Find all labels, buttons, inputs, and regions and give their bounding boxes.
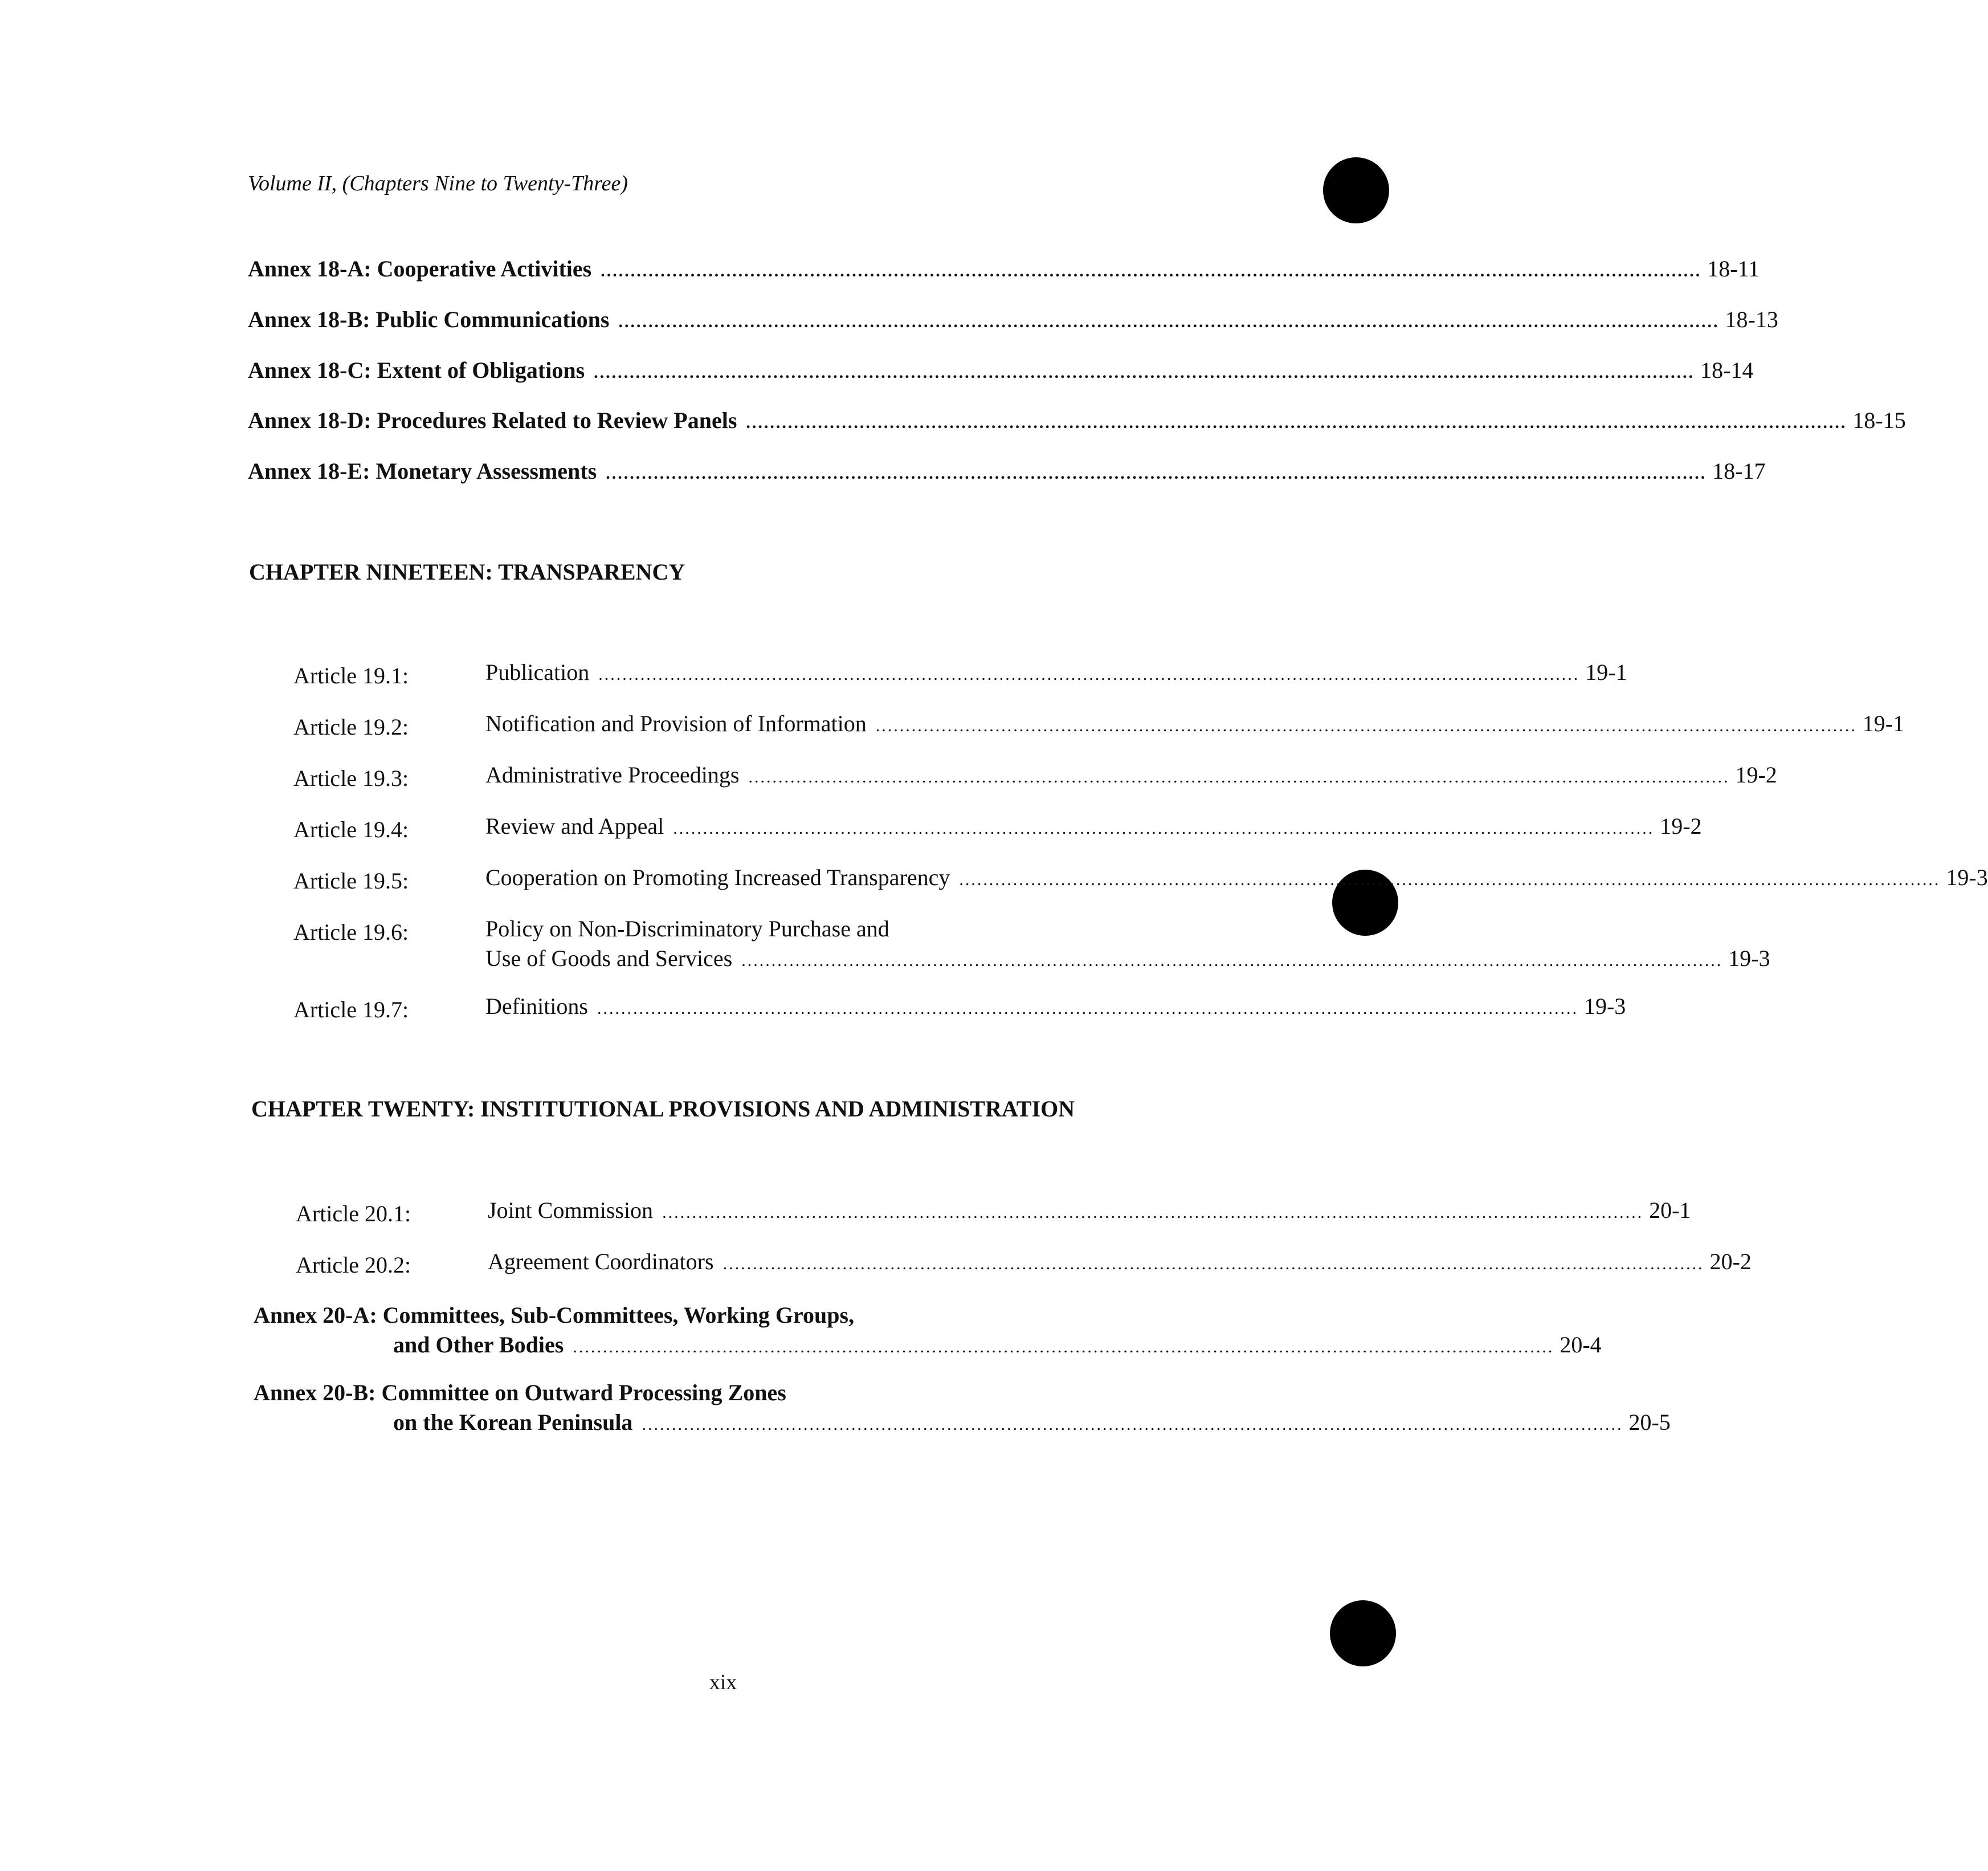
dot-leader: .................................................................................................................................................................... — [722, 1254, 1704, 1273]
toc-entry-title: Agreement Coordinators — [488, 1249, 714, 1274]
toc-entry-annex-18-d[interactable] — [248, 406, 1906, 438]
article-number: Article 19.1: — [293, 663, 409, 688]
binder-hole-bottom — [1330, 1600, 1396, 1666]
toc-entry-title: Notification and Provision of Information — [485, 711, 867, 736]
toc-entry-page: 19-3 — [1728, 945, 1770, 971]
toc-entry-page: 18-14 — [1700, 357, 1754, 383]
toc-entry-page: 19-3 — [1946, 865, 1988, 890]
toc-entry-page: 19-2 — [1735, 762, 1777, 788]
toc-entry-title: Annex 18-D: Procedures Related to Review Panels — [248, 407, 737, 433]
toc-entry-annex-20-a[interactable] — [254, 1301, 1602, 1362]
toc-entry-article-19-3[interactable] — [485, 760, 1777, 792]
toc-entry-title-line1: Annex 20-B: Committee on Outward Processing Zones — [254, 1380, 786, 1405]
toc-entry-page: 20-1 — [1649, 1197, 1691, 1223]
toc-entry-article-20-2[interactable] — [488, 1247, 1752, 1279]
toc-entry-title-line1: Annex 20-A: Committees, Sub-Committees, Working Groups, — [254, 1302, 855, 1328]
toc-entry-title: Annex 18-A: Cooperative Activities — [248, 256, 592, 282]
dot-leader: .................................................................................................................................................................... — [597, 999, 1578, 1018]
toc-entry-page: 19-1 — [1862, 711, 1905, 736]
toc-entry-annex-20-b[interactable] — [254, 1378, 1671, 1440]
toc-entry-annex-18-b[interactable] — [248, 305, 1778, 337]
article-number: Article 20.2: — [296, 1252, 411, 1278]
article-number: Article 19.6: — [293, 919, 409, 945]
toc-entry-title-line2: on the Korean Peninsula — [393, 1409, 633, 1435]
toc-entry-article-19-1[interactable] — [485, 658, 1627, 690]
toc-entry-annex-18-e[interactable] — [248, 456, 1766, 488]
toc-entry-title: Review and Appeal — [485, 813, 664, 839]
toc-entry-line2 — [485, 944, 1770, 976]
dot-leader: ........................................................................................................................................................................................ — [594, 363, 1695, 382]
dot-leader: .................................................................................................................................................................... — [673, 819, 1655, 838]
article-number: Article 19.4: — [293, 817, 409, 842]
toc-entry-page: 20-4 — [1560, 1332, 1602, 1358]
toc-entry-title: Definitions — [485, 993, 588, 1019]
toc-entry-article-19-2[interactable] — [485, 709, 1905, 741]
toc-entry-title-line2: and Other Bodies — [393, 1332, 564, 1358]
chapter-nineteen-heading: CHAPTER NINETEEN: TRANSPARENCY — [249, 559, 685, 585]
toc-entry-article-19-5[interactable] — [485, 863, 1988, 895]
toc-entry-annex-18-a[interactable] — [248, 254, 1760, 286]
toc-entry-page: 20-5 — [1628, 1409, 1671, 1435]
toc-entry-page: 19-2 — [1660, 813, 1702, 839]
toc-entry-page: 18-11 — [1707, 256, 1760, 282]
dot-leader: .................................................................................................................................................................... — [748, 768, 1730, 786]
toc-entry-title: Annex 18-E: Monetary Assessments — [248, 458, 597, 484]
dot-leader: .................................................................................................................................................................... — [875, 716, 1857, 735]
article-number: Article 19.7: — [293, 997, 409, 1022]
article-number: Article 20.1: — [296, 1201, 411, 1226]
toc-entry-title: Administrative Proceedings — [485, 762, 740, 788]
dot-leader: ........................................................................................................................................................................................ — [601, 262, 1702, 280]
toc-entry-annex-18-c[interactable] — [248, 356, 1754, 388]
toc-entry-title: Annex 18-B: Public Communications — [248, 307, 610, 332]
toc-entry-page: 18-13 — [1725, 307, 1778, 332]
toc-entry-line2 — [393, 1330, 1602, 1362]
toc-entry-page: 18-15 — [1852, 407, 1906, 433]
article-number: Article 19.2: — [293, 714, 409, 740]
binder-hole-top — [1323, 157, 1389, 223]
dot-leader: .................................................................................................................................................................... — [642, 1415, 1623, 1434]
page-number: xix — [709, 1670, 737, 1694]
dot-leader: .................................................................................................................................................................... — [573, 1338, 1554, 1356]
toc-entry-title-line1: Policy on Non-Discriminatory Purchase and — [485, 916, 889, 941]
toc-entry-article-19-4[interactable] — [485, 812, 1702, 843]
toc-entry-article-19-6[interactable] — [485, 914, 1770, 976]
dot-leader: .................................................................................................................................................................... — [598, 665, 1580, 684]
toc-entry-title: Joint Commission — [488, 1197, 654, 1223]
volume-header: Volume II, (Chapters Nine to Twenty-Three) — [248, 172, 628, 195]
dot-leader: ........................................................................................................................................................................................ — [618, 312, 1720, 331]
toc-entry-title: Annex 18-C: Extent of Obligations — [248, 357, 585, 383]
toc-entry-article-20-1[interactable] — [488, 1196, 1691, 1228]
toc-entry-article-19-7[interactable] — [485, 992, 1626, 1024]
article-number: Article 19.3: — [293, 765, 409, 791]
toc-entry-page: 19-1 — [1585, 659, 1627, 685]
dot-leader: .................................................................................................................................................................... — [959, 870, 1941, 889]
chapter-twenty-heading: CHAPTER TWENTY: INSTITUTIONAL PROVISIONS AND ADMINISTRATION — [251, 1096, 1075, 1122]
toc-entry-page: 20-2 — [1709, 1249, 1752, 1274]
article-number: Article 19.5: — [293, 868, 409, 894]
toc-entry-page: 19-3 — [1583, 993, 1626, 1019]
dot-leader: .................................................................................................................................................................... — [662, 1203, 1644, 1222]
dot-leader: .................................................................................................................................................................... — [741, 951, 1723, 970]
toc-entry-title: Publication — [485, 659, 590, 685]
toc-entry-title: Cooperation on Promoting Increased Transparency — [485, 865, 950, 890]
dot-leader: ........................................................................................................................................................................................ — [746, 413, 1847, 432]
toc-entry-page: 18-17 — [1712, 458, 1766, 484]
toc-entry-title-line2: Use of Goods and Services — [485, 945, 733, 971]
dot-leader: ........................................................................................................................................................................................ — [606, 464, 1707, 483]
toc-entry-line2 — [393, 1408, 1671, 1440]
